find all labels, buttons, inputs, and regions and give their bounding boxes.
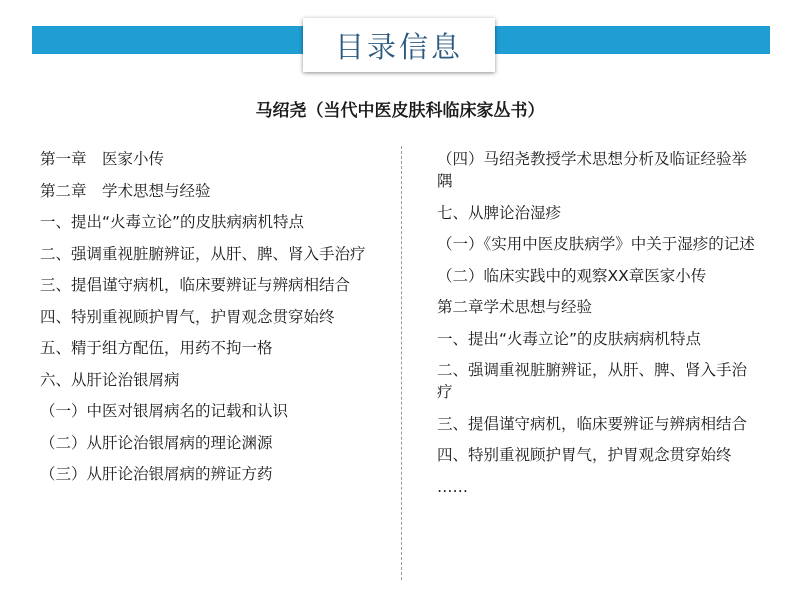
toc-ellipsis: …… (437, 477, 468, 496)
toc-item: 第二章 学术思想与经验 (40, 181, 211, 200)
toc-left-column (40, 148, 375, 495)
toc-item: （一）中医对银屑病名的记载和认识 (40, 402, 289, 420)
toc-item: 二、强调重视脏腑辨证，从肝、脾、肾入手治疗 (40, 244, 366, 263)
toc-item: 一、提出“火毒立论”的皮肤病病机特点 (437, 329, 702, 348)
toc-item: 七、从脾论治湿疹 (437, 203, 562, 222)
toc-item: 二、强调重视脏腑辨证，从肝、脾、肾入手治疗 (437, 361, 748, 401)
toc-item: （二）临床实践中的观察XX章医家小传 (437, 266, 707, 285)
header-title-box (303, 18, 495, 72)
toc-item: （三）从肝论治银屑病的辨证方药 (40, 465, 273, 483)
toc-item: 第二章学术思想与经验 (437, 298, 593, 316)
toc-item: （二）从肝论治银屑病的理论渊源 (40, 433, 273, 452)
toc-item: （四）马绍尧教授学术思想分析及临证经验举隅 (437, 150, 748, 190)
toc-item: （一）《实用中医皮肤病学》中关于湿疹的记述 (437, 235, 755, 253)
column-divider (401, 146, 402, 580)
toc-item: 三、提倡谨守病机，临床要辨证与辨病相结合 (437, 414, 748, 433)
toc-item: 三、提倡谨守病机，临床要辨证与辨病相结合 (40, 276, 351, 294)
toc-item: 四、特别重视顾护胃气，护胃观念贯穿始终 (40, 307, 335, 326)
book-title: 马绍尧（当代中医皮肤科临床家丛书） (255, 101, 545, 121)
toc-item: 五、精于组方配伍，用药不拘一格 (40, 339, 273, 357)
toc-item: 第一章 医家小传 (40, 150, 165, 168)
toc-right-column (437, 148, 759, 507)
toc-item: 六、从肝论治银屑病 (40, 370, 180, 389)
toc-item: 四、特别重视顾护胃气，护胃观念贯穿始终 (437, 446, 732, 464)
toc-item: 一、提出“火毒立论”的皮肤病病机特点 (40, 213, 305, 231)
page-title: 目录信息 (334, 29, 463, 64)
